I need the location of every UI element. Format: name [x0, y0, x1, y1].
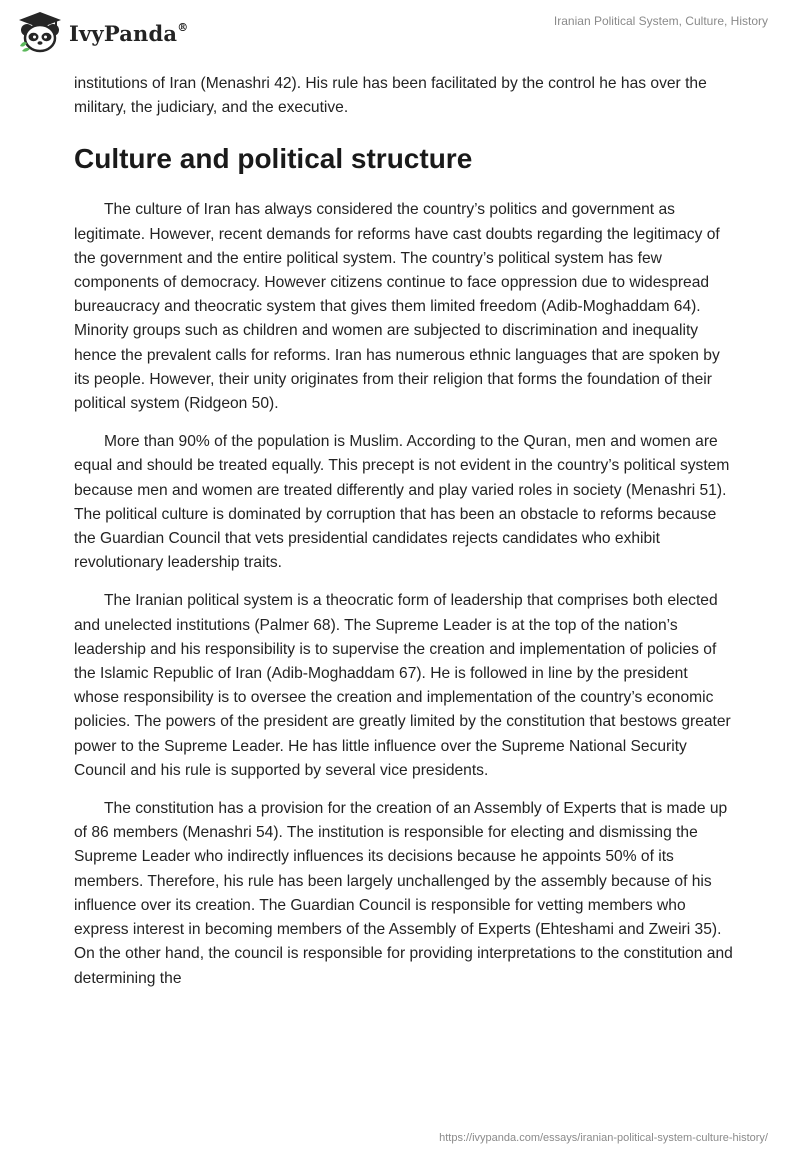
intro-paragraph: institutions of Iran (Menashri 42). His rule has been facilitated by the control he has over the military, the judiciary, and the executive.: [74, 75, 707, 117]
page-header: [0, 0, 800, 64]
essay-body: [74, 72, 734, 1005]
source-url[interactable]: https://ivypanda.com/essays/iranian-political-system-culture-history/: [439, 1132, 768, 1144]
paragraph: The Iranian political system is a theocratic form of leadership that comprises both elected and unelected institutions (Palmer 68). The Supreme Leader is at the top of the nation’s leadership and his responsibility is to supervise the creation and implementation of policies of the Islamic Republic of Iran (Adib-Moghaddam 67). He is followed in line by the president whose responsibility is to oversee the creation and implementation of the country’s economic policies. The powers of the president are greatly limited by the constitution that bestows greater power to the Supreme Leader. He has little influence over the Supreme National Security Council and his rule is supported by several vice presidents.: [74, 592, 731, 779]
paragraph: The constitution has a provision for the creation of an Assembly of Experts that is made up of 86 members (Menashri 54). The institution is responsible for electing and dismissing the Supreme Leader who indirectly influences its decisions because he appoints 50% of its members. Therefore, his rule has been largely unchallenged by the assembly because of his influence over its creation. The Guardian Council is responsible for vetting members who express interest in becoming members of the Assembly of Experts (Ehteshami and Zweiri 35). On the other hand, the council is responsible for providing interpretations to the constitution and determining the: [74, 800, 733, 987]
panda-graduate-icon: [17, 10, 63, 54]
section-heading: Culture and political structure: [74, 143, 473, 175]
document-title: Iranian Political System, Culture, History: [553, 14, 768, 28]
paragraph: More than 90% of the population is Muslim. According to the Quran, men and women are equal and should be treated equally. This precept is not evident in the country’s political system because men and women are treated differently and play varied roles in society (Menashri 51). The political culture is dominated by corruption that has been an obstacle to reforms because the Guardian Council that vets presidential candidates rejects candidates who exhibit revolutionary leadership traits.: [74, 433, 730, 572]
ivypanda-logo[interactable]: [17, 10, 188, 54]
brand-name: IvyPanda®: [69, 20, 189, 46]
paragraph: The culture of Iran has always considered the country’s politics and government as legitimate. However, recent demands for reforms have cast doubts regarding the legitimacy of the government and the entire political system. The country’s political system has few components of democracy. However citizens continue to face oppression due to widespread bureaucracy and theocratic system that gives them limited freedom (Adib-Moghaddam 64). Minority groups such as children and women are subjected to discrimination and inequality hence the prevalent calls for reforms. Iran has numerous ethnic languages that are spoken by its people. However, their unity originates from their religion that forms the foundation of their political system (Ridgeon 50).: [74, 201, 720, 413]
